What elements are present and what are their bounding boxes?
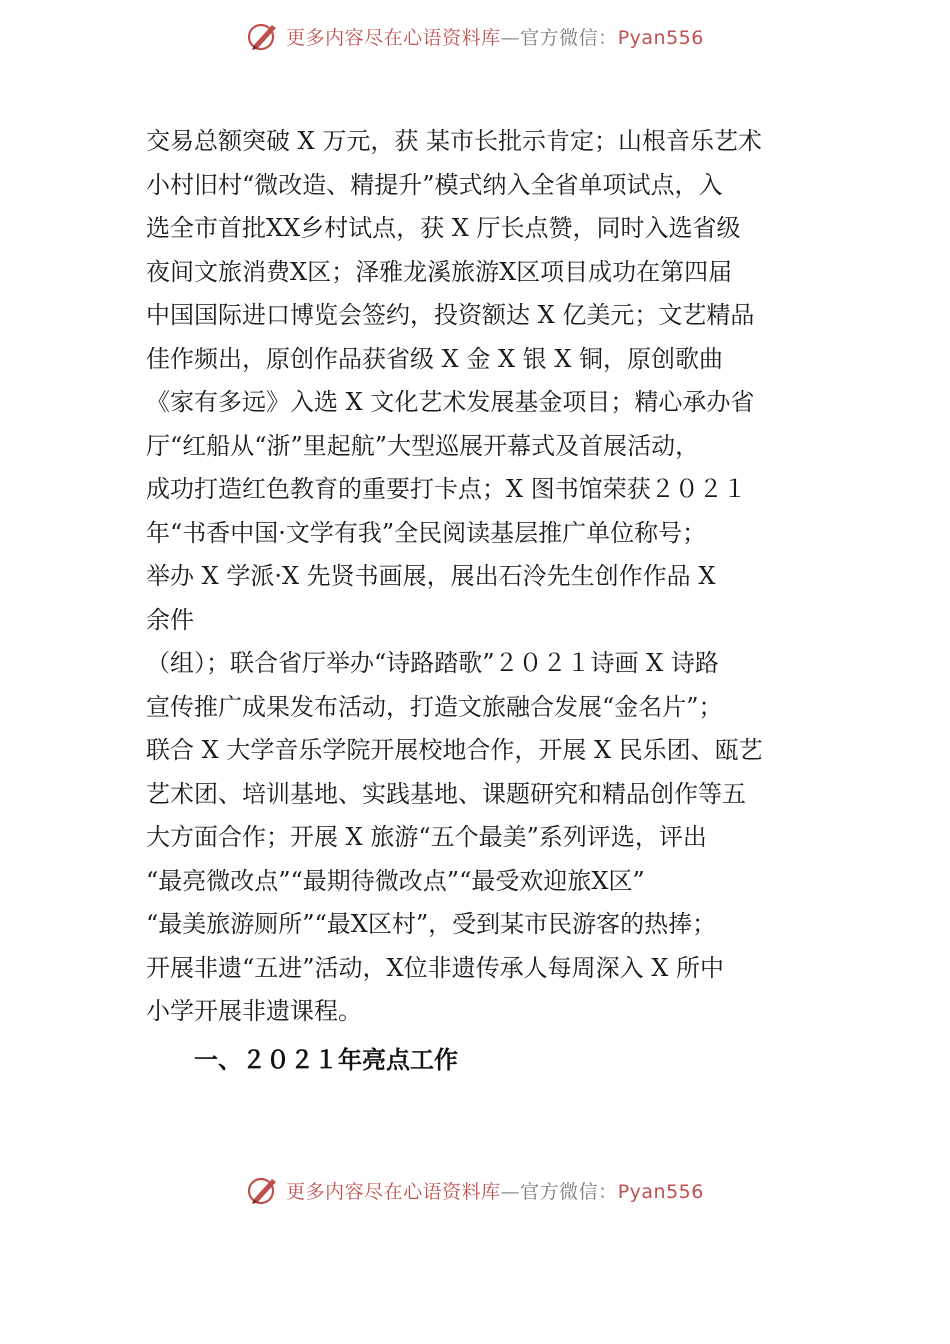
body-line: 宣传推广成果发布活动，打造文旅融合发展“金名片”； bbox=[146, 692, 723, 721]
watermark-separator: — bbox=[500, 26, 521, 49]
watermark-id: Pyan556 bbox=[617, 26, 704, 49]
body-line: 举办 X 学派·X 先贤书画展，展出石泠先生创作作品 X bbox=[146, 562, 716, 590]
body-line: 联合 X 大学音乐学院开展校地合作，开展 X 民乐团、瓯艺 bbox=[146, 736, 763, 764]
pen-logo-icon bbox=[246, 19, 280, 53]
body-line: 小村旧村“微改造、精提升”模式纳入全省单项试点，入 bbox=[146, 170, 723, 199]
body-line: （组）；联合省厅举办“诗路踏歌”２０２１诗画 X 诗路 bbox=[146, 649, 719, 677]
body-line: 中国国际进口博览会签约，投资额达 X 亿美元；文艺精品 bbox=[146, 301, 755, 329]
body-line: 余件 bbox=[146, 605, 194, 634]
watermark-label: 官方微信： bbox=[520, 26, 618, 49]
body-line: 大方面合作；开展 X 旅游“五个最美”系列评选，评出 bbox=[146, 823, 707, 851]
body-line: 小学开展非遗课程。 bbox=[146, 997, 362, 1025]
body-line: 厅“红船从“浙”里起航”大型巡展开幕式及首展活动， bbox=[146, 431, 700, 460]
watermark-text bbox=[286, 23, 704, 50]
body-line: 佳作频出，原创作品获省级 X 金 X 银 X 铜，原创歌曲 bbox=[146, 344, 724, 373]
watermark-id: Pyan556 bbox=[617, 1180, 704, 1203]
body-line: 年“书香中国·文学有我”全民阅读基层推广单位称号； bbox=[146, 518, 707, 547]
body-line: 交易总额突破 X 万元，获 某市长批示肯定；山根音乐艺术 bbox=[146, 127, 762, 155]
section-heading: 一、２０２１年亮点工作 bbox=[194, 1046, 458, 1074]
watermark-separator: — bbox=[500, 1180, 521, 1203]
pen-logo-icon bbox=[246, 1173, 280, 1207]
body-line: 夜间文旅消费X区；泽雅龙溪旅游X区项目成功在第四届 bbox=[146, 257, 733, 286]
body-line: 开展非遗“五进”活动，X位非遗传承人每周深入 X 所中 bbox=[146, 953, 724, 982]
watermark-main: 更多内容尽在心语资料库 bbox=[286, 26, 501, 49]
body-line: 成功打造红色教育的重要打卡点；X 图书馆荣获２０２１ bbox=[146, 475, 747, 503]
document-body bbox=[146, 120, 826, 1034]
watermark-header bbox=[0, 16, 950, 56]
body-line: 选全市首批XX乡村试点，获 X 厅长点赞，同时入选省级 bbox=[146, 214, 741, 242]
watermark-main: 更多内容尽在心语资料库 bbox=[286, 1180, 501, 1203]
body-line: “最美旅游厕所”“最X区村”，受到某市民游客的热捧； bbox=[146, 910, 717, 938]
body-line: “最亮微改点”“最期待微改点”“最受欢迎旅X区” bbox=[146, 866, 645, 895]
watermark-footer bbox=[0, 1170, 950, 1210]
watermark-label: 官方微信： bbox=[520, 1180, 618, 1203]
body-line: 《家有多远》入选 X 文化艺术发展基金项目；精心承办省 bbox=[146, 388, 755, 416]
watermark-text bbox=[286, 1177, 704, 1204]
body-line: 艺术团、培训基地、实践基地、课题研究和精品创作等五 bbox=[146, 779, 746, 808]
